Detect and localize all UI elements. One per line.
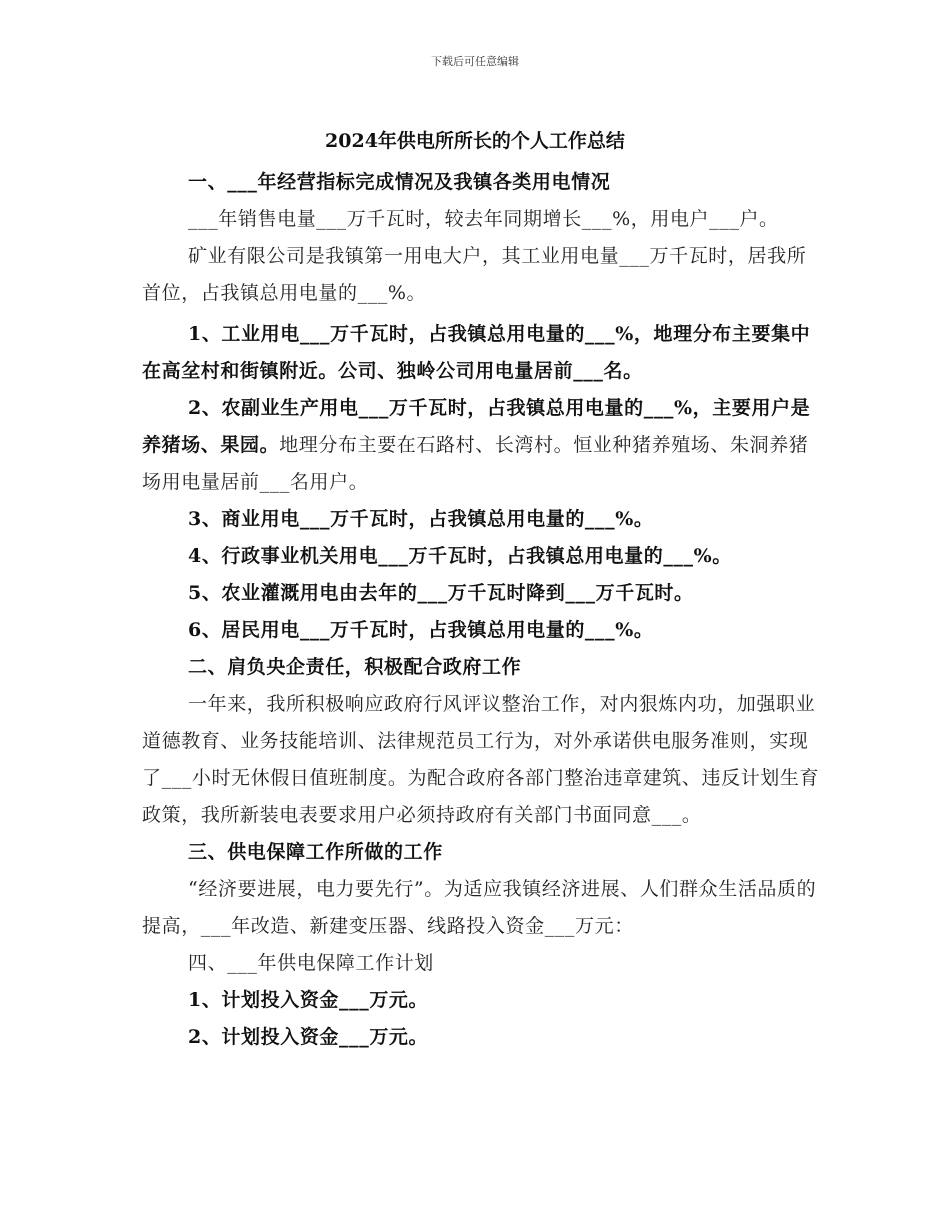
document-body xyxy=(142,164,822,1056)
paragraph-sales-summary: ___年销售电量___万千瓦时，较去年同期增长___%，用电户___户。 xyxy=(188,208,779,230)
item-agricultural-power xyxy=(142,390,822,501)
plan-item-2: 2、计划投入资金___万元。 xyxy=(188,1026,429,1048)
item-administrative-power: 4、行政事业机关用电___万千瓦时，占我镇总用电量的___%。 xyxy=(188,545,732,567)
document-title: 2024年供电所所长的个人工作总结 xyxy=(325,130,625,152)
paragraph-power-supply-work: “经济要进展，电力要先行”。为适应我镇经济进展、人们群众生活品质的提高，___年改造、新建变压器、线路投入资金___万元： xyxy=(142,878,817,937)
item-industrial-power: 1、工业用电___万千瓦时，占我镇总用电量的___%，地理分布主要集中在高坌村和街镇附近。公司、独岭公司用电量居前___名。 xyxy=(142,323,811,382)
item-residential-power: 6、居民用电___万千瓦时，占我镇总用电量的___%。 xyxy=(188,619,654,641)
section-heading-1: 一、___年经营指标完成情况及我镇各类用电情况 xyxy=(188,171,611,193)
item-commercial-power: 3、商业用电___万千瓦时，占我镇总用电量的___%。 xyxy=(188,508,654,530)
section-heading-2: 二、肩负央企责任，积极配合政府工作 xyxy=(188,656,522,678)
paragraph-government-cooperation: 一年来，我所积极响应政府行风评议整治工作，对内狠炼内功，加强职业道德教育、业务技能培训、法律规范员工行为，对外承诺供电服务准则，实现了___小时无休假日值班制度。为配合政府各部门整治违章建筑、违反计划生育政策，我所新装电表要求用户必须持政府有关部门书面同意___。 xyxy=(142,693,820,826)
plan-item-1: 1、计划投入资金___万元。 xyxy=(188,989,429,1011)
header-note: 下载后可任意编辑 xyxy=(431,55,519,68)
section-heading-3: 三、供电保障工作所做的工作 xyxy=(188,841,443,863)
paragraph-mining-company: 矿业有限公司是我镇第一用电大户，其工业用电量___万千瓦时，居我所首位，占我镇总用电量的___%。 xyxy=(142,245,807,304)
item-irrigation-power: 5、农业灌溉用电由去年的___万千瓦时降到___万千瓦时。 xyxy=(188,582,694,604)
section-heading-4: 四、___年供电保障工作计划 xyxy=(188,952,434,974)
item-agricultural-power-bold: 2、农副业生产用电___万千瓦时，占我镇总用电量的___%，主要用户是养猪场、果园。 xyxy=(142,397,811,456)
item-agricultural-power-detail: 地理分布主要在石路村、长湾村。恒业种猪养殖场、朱洞养猪场用电量居前___名用户。 xyxy=(142,434,809,493)
